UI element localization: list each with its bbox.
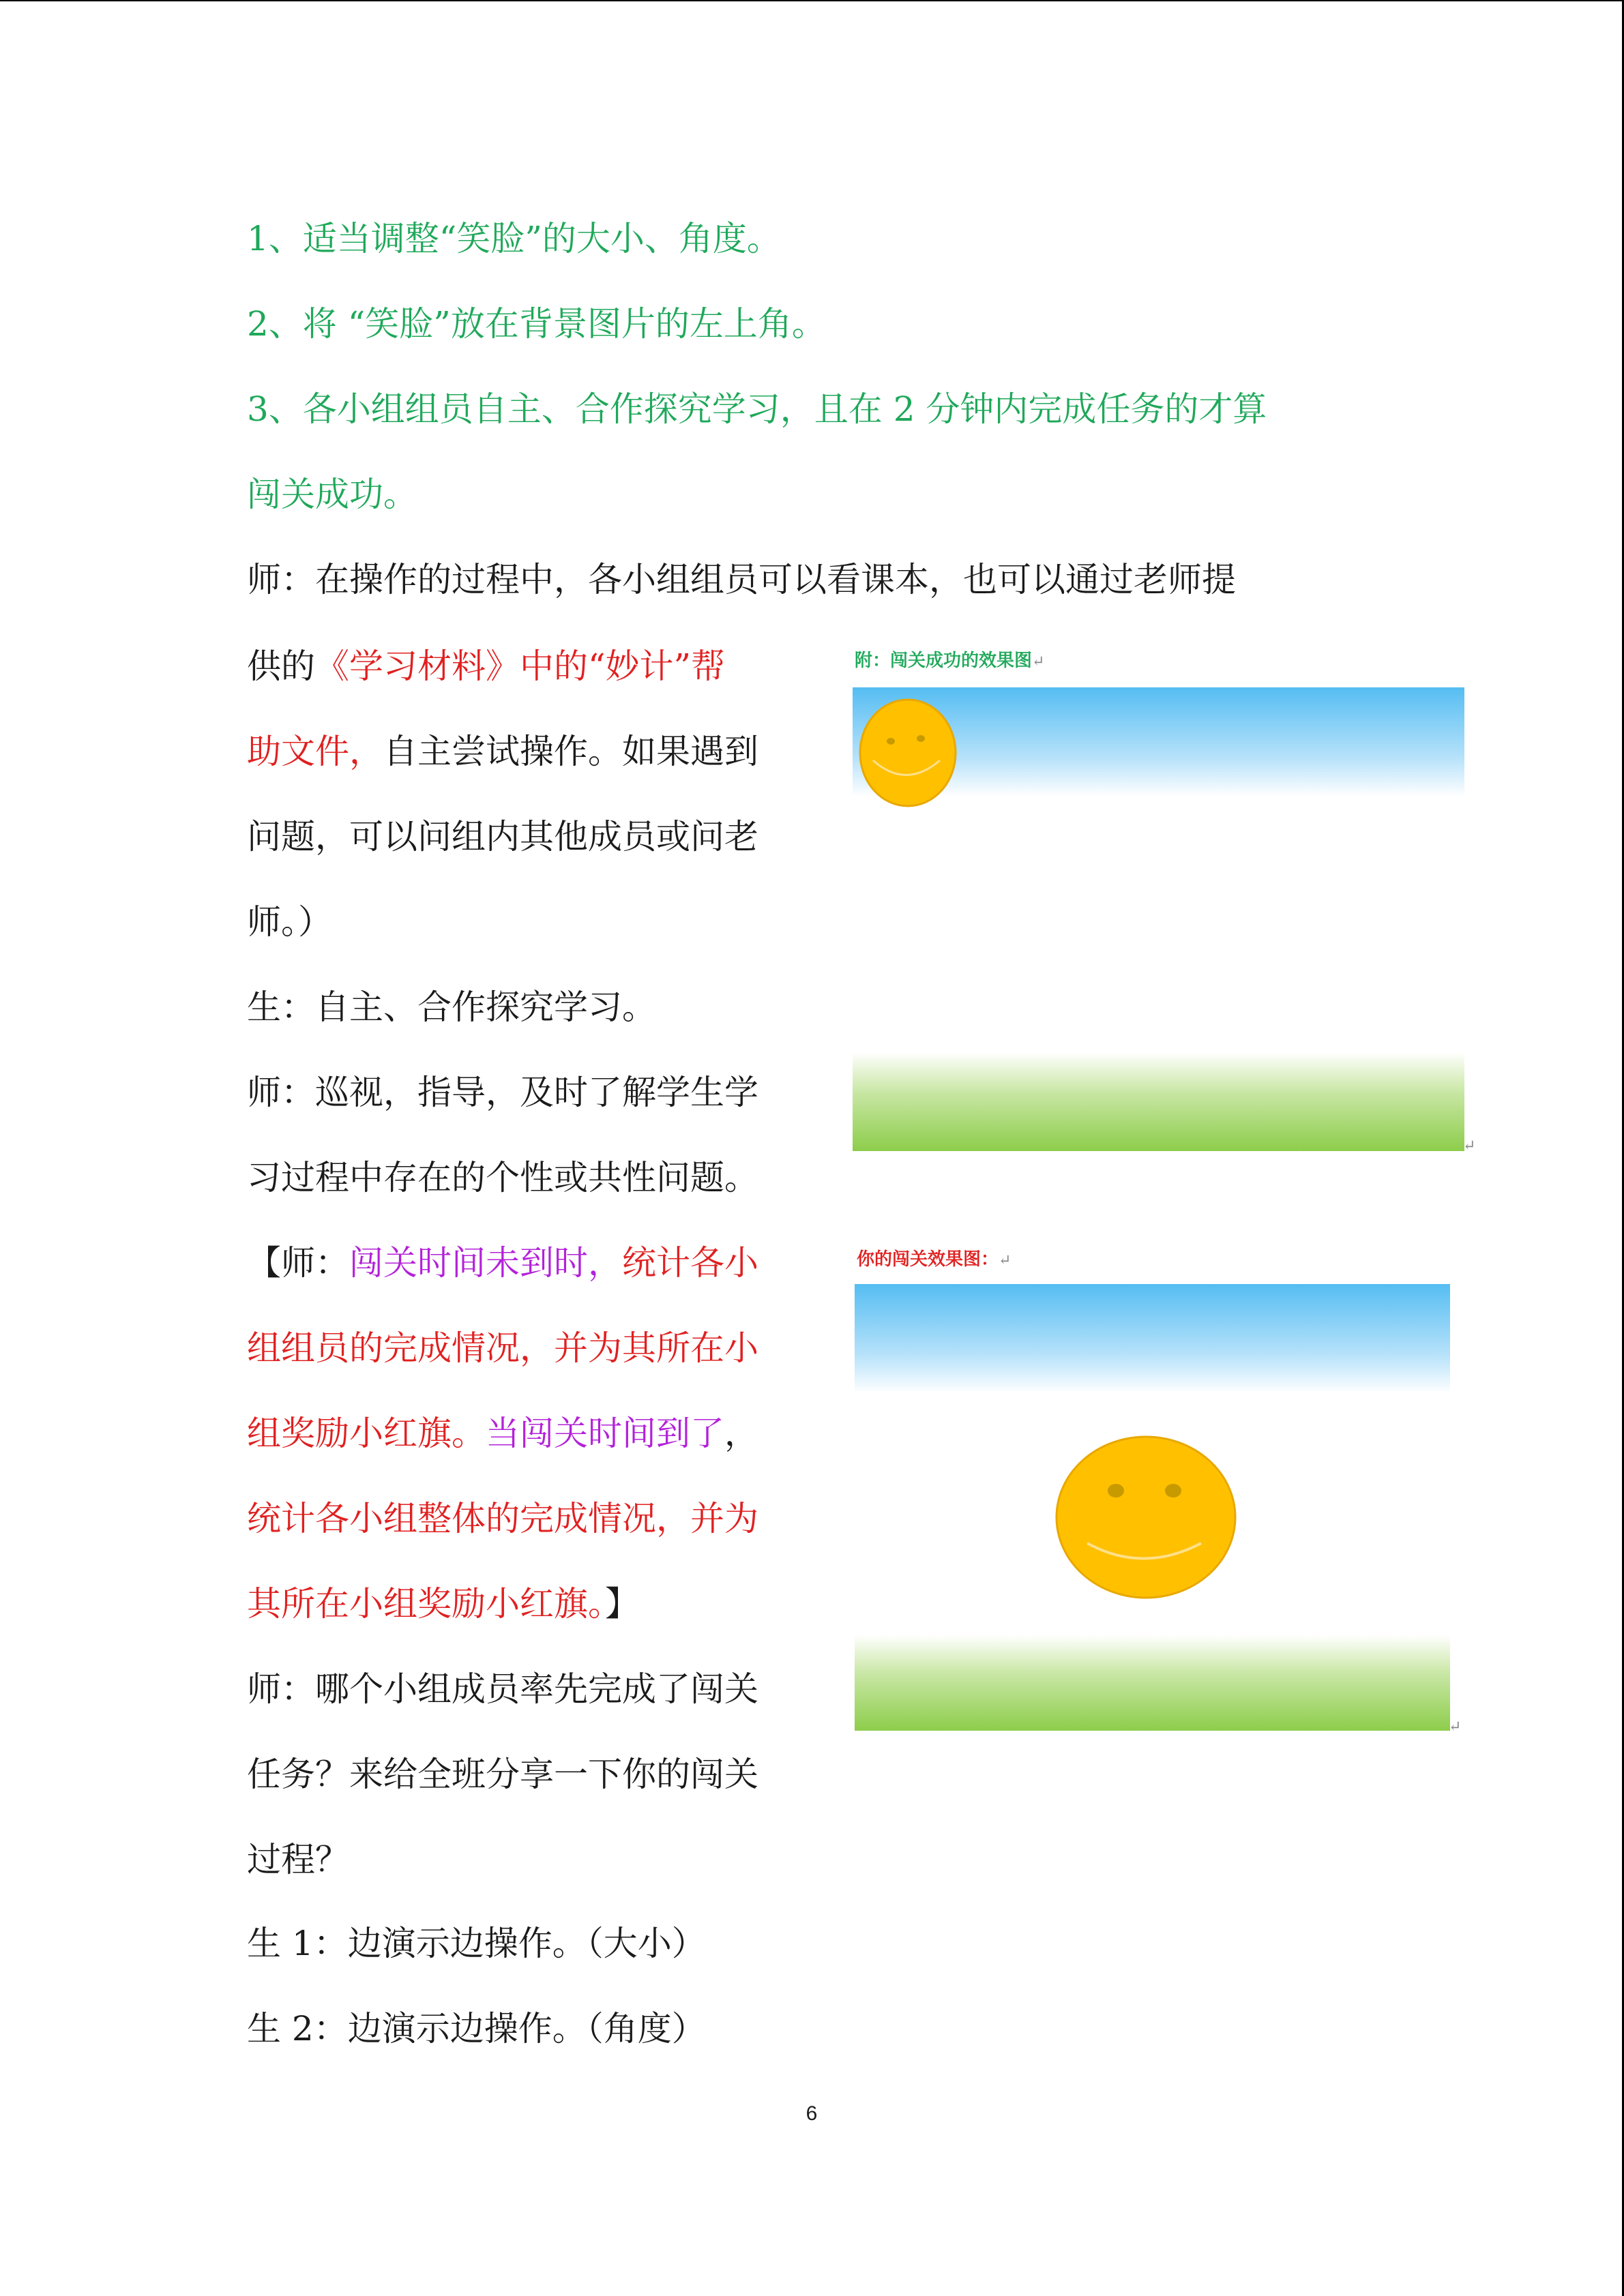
col-line-13: 师：哪个小组成员率先完成了闯关 [247,1669,758,1709]
grass-band [855,1635,1450,1731]
col-line-8: 【师：闯关时间未到时，统计各小 [247,1243,758,1283]
col-line-12: 其所在小组奖励小红旗。】 [247,1584,639,1624]
col-line-3: 问题，可以问组内其他成员或问老 [247,817,758,856]
figure-2-caption: 你的闯关效果图：↵ [857,1249,1012,1270]
left-column-text [247,624,827,1903]
col-line-7: 习过程中存在的个性或共性问题。 [247,1158,758,1197]
step-3-cont: 闯关成功。 [247,475,417,514]
col-line-1: 供的《学习材料》中的“妙计”帮 [247,646,726,686]
col-line-15: 过程？ [247,1840,349,1879]
col-line-4: 师。） [247,902,332,942]
smiley-icon [858,698,958,808]
page-number: 6 [806,2102,818,2125]
col-line-6: 师：巡视，指导，及时了解学生学 [247,1073,758,1112]
step-2: 2、将 “笑脸”放在背景图片的左上角。 [247,304,826,344]
step-3: 3、各小组组员自主、合作探究学习，且在 2 分钟内完成任务的才算 [247,389,1267,429]
figure-2-user-image [855,1284,1450,1731]
step-1: 1、适当调整“笑脸”的大小、角度。 [247,219,781,258]
figure-1-caption: 附：闯关成功的效果图↵ [855,651,1045,671]
col-line-10: 组奖励小红旗。当闯关时间到了， [247,1414,758,1453]
sky-band [855,1284,1450,1393]
col-line-5: 生：自主、合作探究学习。 [247,987,656,1027]
teacher-intro: 师：在操作的过程中，各小组组员可以看课本，也可以通过老师提 [247,560,1236,599]
figure-2-end-mark: ↵ [1449,1718,1462,1735]
student-1: 生 1：边演示边操作。（大小） [247,1924,706,1963]
col-line-11: 统计各小组整体的完成情况，并为 [247,1499,758,1538]
col-line-2: 助文件，自主尝试操作。如果遇到 [247,732,758,771]
smiley-icon [1054,1434,1237,1600]
page-top-border [0,0,1624,1]
col-line-9: 组组员的完成情况，并为其所在小 [247,1328,758,1368]
figure-1-success-image [853,687,1464,1151]
grass-band [853,1052,1464,1151]
student-2: 生 2：边演示边操作。（角度） [247,2009,706,2048]
figure-1-end-mark: ↵ [1463,1137,1476,1154]
col-line-14: 任务？来给全班分享一下你的闯关 [247,1755,758,1794]
